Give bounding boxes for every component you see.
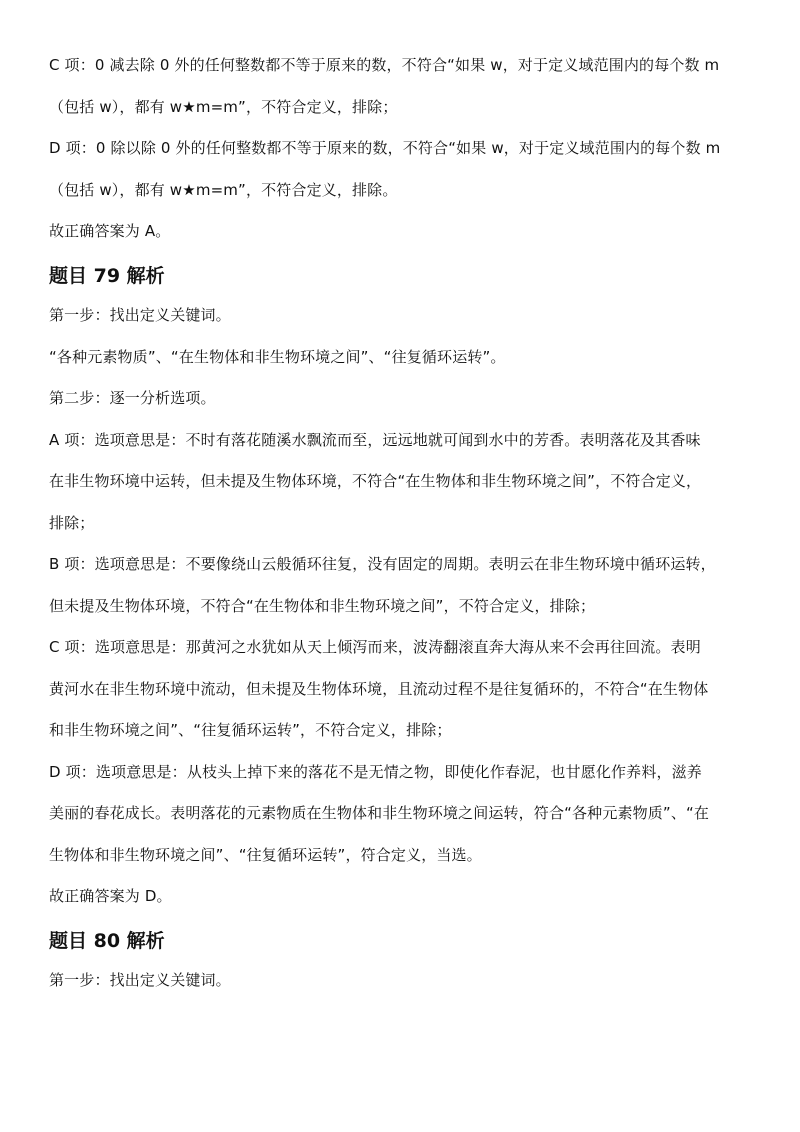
option-d-line-3: 生物体和非生物环境之间”、“往复循环运转”，符合定义，当选。 [49, 845, 482, 864]
option-c-analysis-line-1: C 项：0 减去除 0 外的任何整数都不等于原来的数，不符合“如果 w，对于定义域范围内的每个数 m [49, 56, 720, 74]
question-79-heading: 题目 79 解析 [49, 265, 165, 287]
step-one-line: 第一步：找出定义关键词。 [49, 306, 231, 324]
option-b-line-1: B 项：选项意思是：不要像绕山云般循环往复，没有固定的周期。表明云在非生物环境中循环运转， [49, 555, 716, 573]
option-d-analysis-line-2: （包括 w），都有 w★m=m”，不符合定义，排除。 [49, 180, 398, 199]
option-c-line-2: 黄河水在非生物环境中流动，但未提及生物体环境，且流动过程不是往复循环的，不符合“在生物体 [49, 679, 709, 698]
option-c-analysis-line-2: （包括 w），都有 w★m=m”，不符合定义，排除； [49, 97, 398, 116]
option-c-line-1: C 项：选项意思是：那黄河之水犹如从天上倾泻而来，波涛翻滚直奔大海从来不会再往回流。表明 [49, 638, 701, 656]
answer-line: 故正确答案为 A。 [49, 222, 171, 240]
option-d-line-1: D 项：选项意思是：从枝头上掉下来的落花不是无情之物，即使化作春泥，也甘愿化作养料，滋养 [49, 762, 702, 781]
question-80-heading: 题目 80 解析 [49, 930, 165, 952]
option-a-line-1: A 项：选项意思是：不时有落花随溪水飘流而至，远远地就可闻到水中的芳香。表明落花及其香味 [49, 430, 701, 449]
document-page [49, 52, 759, 1009]
option-a-line-3: 排除； [49, 513, 95, 532]
answer-line: 故正确答案为 D。 [49, 887, 172, 905]
step-two-line: 第二步：逐一分析选项。 [49, 389, 216, 407]
option-b-line-2: 但未提及生物体环境，不符合“在生物体和非生物环境之间”，不符合定义，排除； [49, 596, 596, 615]
option-a-line-2: 在非生物环境中运转，但未提及生物体环境，不符合“在生物体和非生物环境之间”，不符合定义， [49, 472, 702, 490]
option-d-analysis-line-1: D 项：0 除以除 0 外的任何整数都不等于原来的数，不符合“如果 w，对于定义域范围内的每个数 m [49, 139, 721, 157]
option-d-line-2: 美丽的春花成长。表明落花的元素物质在生物体和非生物环境之间运转，符合“各种元素物质”、“在 [49, 804, 710, 822]
step-one-line: 第一步：找出定义关键词。 [49, 971, 231, 989]
option-c-line-3: 和非生物环境之间”、“往复循环运转”，不符合定义，排除； [49, 721, 452, 739]
keywords-line: “各种元素物质”、“在生物体和非生物环境之间”、“往复循环运转”。 [49, 347, 506, 366]
